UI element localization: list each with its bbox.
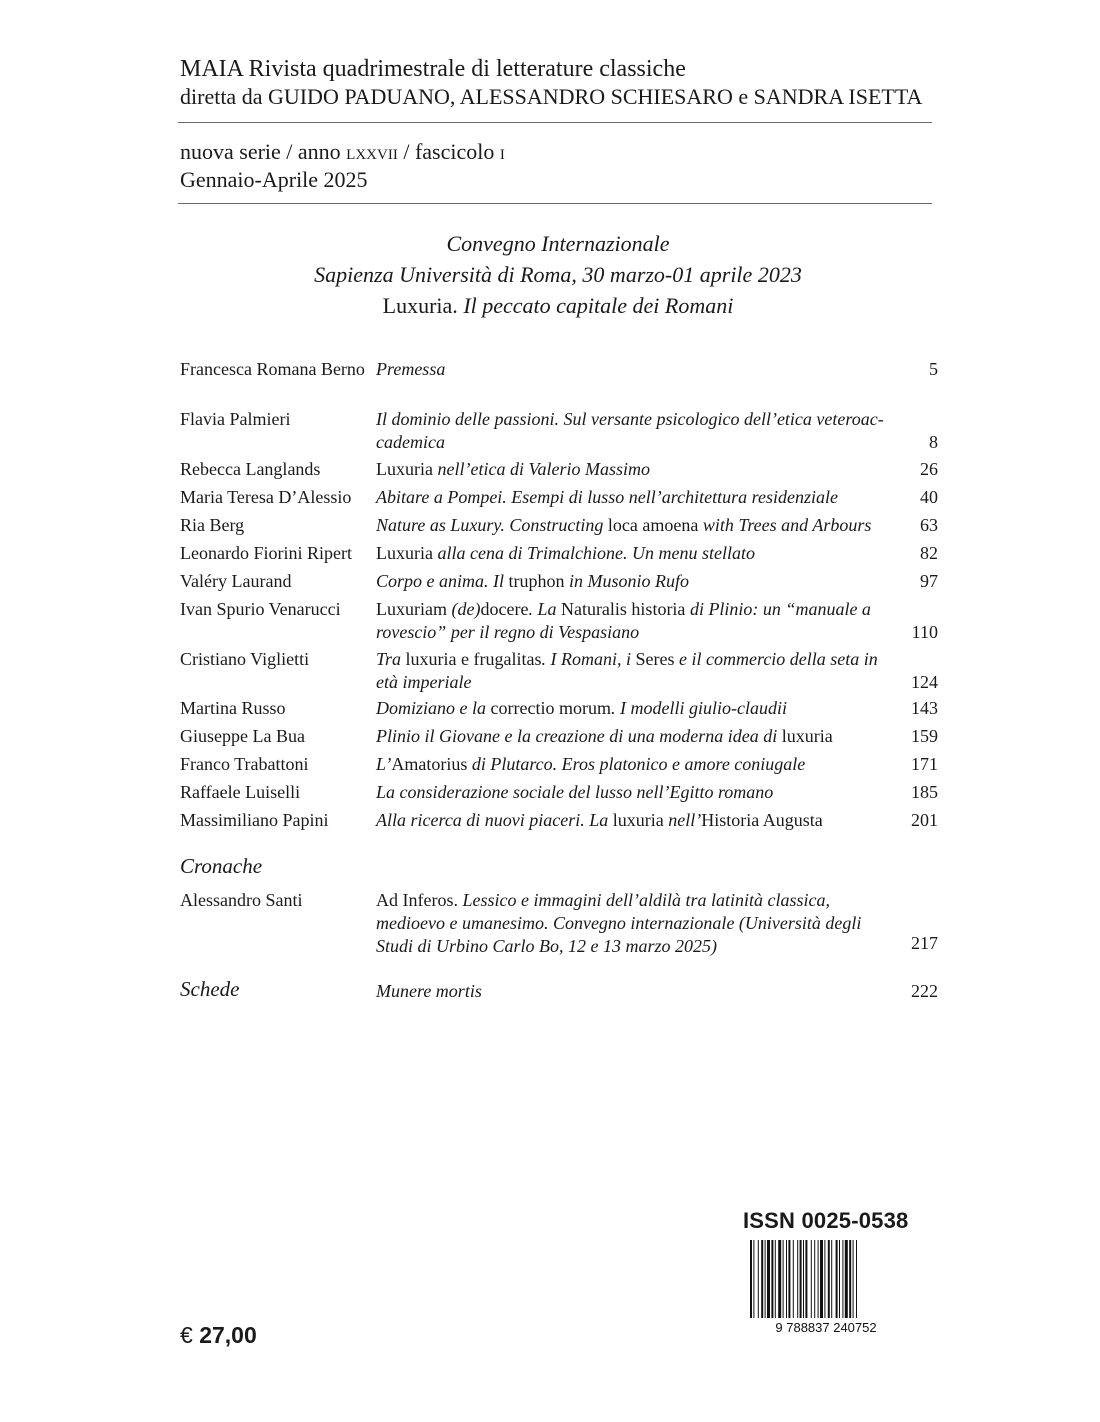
barcode-bar (758, 1240, 759, 1318)
toc-page: 8 (929, 432, 938, 452)
toc-page: 124 (911, 672, 938, 692)
barcode-image (746, 1240, 906, 1335)
toc-author: Ivan Spurio Venarucci (180, 599, 341, 619)
barcode-bar (765, 1240, 766, 1318)
toc-title: Ad Inferos. Lessico e immagini dell’aldilà tra latinità classica, medioevo e umanesimo. Convegno internazionale (Università degli Studi di Urbino Carlo Bo, 12 e 13 marzo 2025) (376, 890, 862, 956)
toc-title: Plinio il Giovane e la creazione di una moderna idea di luxuria (376, 726, 833, 746)
toc-row (180, 408, 938, 454)
toc-author: Rebecca Langlands (180, 459, 321, 479)
toc-row (180, 598, 938, 644)
toc-title: Luxuria alla cena di Trimalchione. Un menu stellato (376, 543, 755, 563)
toc-author: Franco Trabattoni (180, 754, 309, 774)
barcode-bar (783, 1240, 784, 1318)
toc-author: Valéry Laurand (180, 571, 292, 591)
toc-author: Martina Russo (180, 698, 286, 718)
toc-title: Il dominio delle passioni. Sul versante psicologico dell’etica veteroac-cademica (376, 409, 884, 452)
barcode-bar (788, 1240, 790, 1318)
toc-page: 82 (920, 543, 938, 563)
barcode-bar (775, 1240, 776, 1318)
barcode-bar (814, 1240, 815, 1318)
barcode-bar (820, 1240, 823, 1318)
barcode-bar (856, 1240, 857, 1318)
barcode-bar (753, 1240, 754, 1318)
issn-label: ISSN 0025-0538 (743, 1208, 909, 1233)
barcode-bar (793, 1240, 794, 1318)
issue-period: Gennaio-Aprile 2025 (180, 167, 368, 192)
barcode-digits: 9 788837 240752 (775, 1320, 877, 1335)
toc-title: Nature as Luxury. Constructing loca amoena with Trees and Arbours (376, 515, 872, 535)
barcode-bar (800, 1240, 802, 1318)
toc-author: Alessandro Santi (180, 890, 303, 910)
toc-page: 185 (911, 782, 938, 802)
barcode-bar (836, 1240, 838, 1318)
issue-divider (178, 203, 932, 204)
toc-title: Corpo e anima. Il truphon in Musonio Rufo (376, 571, 689, 591)
barcode-bar (771, 1240, 773, 1318)
barcode-bar (761, 1240, 763, 1318)
barcode-bar (824, 1240, 825, 1318)
barcode-bar (828, 1240, 830, 1318)
toc-page: 217 (911, 933, 938, 953)
price (180, 1322, 257, 1349)
toc-row (180, 648, 938, 694)
toc-page: 222 (911, 981, 938, 1001)
price-amount: 27,00 (199, 1322, 257, 1348)
barcode-bar (797, 1240, 798, 1318)
toc-author: Ria Berg (180, 515, 245, 535)
toc-page: 63 (920, 515, 938, 535)
barcode-bar (818, 1240, 819, 1318)
toc-page: 26 (920, 459, 938, 479)
toc-page: 159 (911, 726, 938, 746)
currency-symbol: € (180, 1322, 193, 1348)
toc-title: La considerazione sociale del lusso nell’Egitto romano (376, 782, 774, 802)
barcode-bar (853, 1240, 854, 1318)
cronache-row (180, 889, 938, 959)
toc-page: 201 (911, 810, 938, 830)
toc-author: Flavia Palmieri (180, 409, 291, 429)
toc-page: 5 (929, 359, 938, 379)
toc-author: Giuseppe La Bua (180, 726, 305, 746)
toc-title: Tra luxuria e frugalitas. I Romani, i Seres e il commercio della seta in età imperiale (376, 649, 878, 692)
toc-page: 97 (920, 571, 938, 591)
toc-author: Cristiano Viglietti (180, 649, 310, 669)
toc-page: 143 (911, 698, 938, 718)
toc-author: Francesca Romana Berno (180, 359, 365, 379)
toc-page: 110 (911, 622, 938, 642)
barcode-bar (849, 1240, 851, 1318)
barcode-bar (805, 1240, 807, 1318)
barcode-bar (842, 1240, 843, 1318)
toc-title: Luxuriam (de)docere. La Naturalis historia di Plinio: un “manuale a rovescio” per il regno di Vespasiano (376, 599, 871, 642)
barcode-bar (750, 1240, 752, 1318)
barcode-bar (778, 1240, 781, 1318)
barcode-bar (845, 1240, 848, 1318)
toc-title: Munere mortis (376, 981, 482, 1001)
conference-line2: Sapienza Università di Roma, 30 marzo-01 aprile 2023 (314, 262, 802, 287)
barcode-bar (767, 1240, 770, 1318)
toc-title: Alla ricerca di nuovi piaceri. La luxuria nell’Historia Augusta (376, 810, 823, 830)
barcode-bar (803, 1240, 804, 1318)
toc-title: Domiziano e la correctio morum. I modelli giulio-claudii (376, 698, 787, 718)
toc-title: L’Amatorius di Plutarco. Eros platonico e amore coniugale (376, 754, 806, 774)
barcode-bar (786, 1240, 787, 1318)
journal-title: MAIA Rivista quadrimestrale di letterature classiche (180, 56, 686, 82)
schede-heading: Schede (180, 977, 240, 1001)
journal-directors: diretta da GUIDO PADUANO, ALESSANDRO SCHIESARO e SANDRA ISETTA (180, 84, 923, 109)
issue-series: nuova serie / anno lxxvii / fascicolo i (180, 139, 505, 164)
barcode-bar (839, 1240, 840, 1318)
toc-page: 171 (911, 754, 938, 774)
conference-line1: Convegno Internazionale (446, 231, 670, 256)
toc-page: 40 (920, 487, 938, 507)
barcode-bar (831, 1240, 832, 1318)
header-divider (178, 122, 932, 123)
toc-row (180, 358, 938, 404)
barcode-bar (811, 1240, 812, 1318)
toc-author: Leonardo Fiorini Ripert (180, 543, 352, 563)
toc-author: Maria Teresa D’Alessio (180, 487, 352, 507)
toc-title: Premessa (376, 359, 446, 379)
toc-title: Luxuria nell’etica di Valerio Massimo (376, 459, 650, 479)
toc-author: Massimiliano Papini (180, 810, 329, 830)
toc-title: Abitare a Pompei. Esempi di lusso nell’architettura residenziale (376, 487, 838, 507)
conference-title: Luxuria. Il peccato capitale dei Romani (382, 293, 734, 318)
cronache-heading: Cronache (180, 854, 263, 878)
toc-author: Raffaele Luiselli (180, 782, 301, 802)
